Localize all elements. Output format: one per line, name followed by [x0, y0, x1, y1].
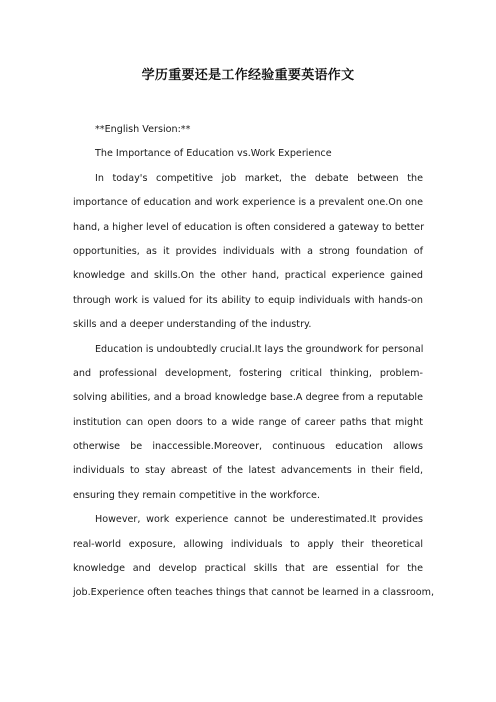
paragraph-3-line-1: However, work experience cannot be underestimated.It provides [95, 514, 423, 526]
paragraph-1-line-7: skills and a deeper understanding of the industry. [73, 319, 312, 331]
paragraph-1-line-4: opportunities, as it provides individuals with a strong foundation of [73, 245, 423, 257]
paragraph-1-line-6: through work is valued for its ability to equip individuals with hands-on [73, 294, 423, 306]
document-title: 学历重要还是工作经验重要英语作文 [141, 68, 355, 83]
paragraph-2-line-1: Education is undoubtedly crucial.It lays the groundwork for personal [95, 343, 424, 355]
essay-subtitle: The Importance of Education vs.Work Experience [95, 148, 332, 160]
paragraph-2-line-2: and professional development, fostering critical thinking, problem- [73, 367, 423, 379]
english-version-heading: **English Version:** [95, 124, 191, 135]
paragraph-2-line-7: ensuring they remain competitive in the workforce. [73, 489, 320, 501]
paragraph-3-line-3: knowledge and develop practical skills that are essential for the [73, 563, 423, 575]
paragraph-3-line-2: real-world exposure, allowing individuals to apply their theoretical [73, 538, 423, 550]
paragraph-1-line-3: hand, a higher level of education is often considered a gateway to better [73, 221, 425, 233]
paragraph-3-line-4: job.Experience often teaches things that cannot be learned in a classroom, [73, 587, 434, 599]
paragraph-2-line-4: institution can open doors to a wide range of career paths that might [73, 416, 423, 428]
paragraph-2-line-3: solving abilities, and a broad knowledge base.A degree from a reputable [73, 392, 423, 404]
paragraph-2-line-5: otherwise be inaccessible.Moreover, continuous education allows [73, 441, 423, 453]
paragraph-2-line-6: individuals to stay abreast of the latest advancements in their field, [73, 465, 423, 477]
paragraph-1-line-1: In today's competitive job market, the debate between the [95, 172, 423, 184]
paragraph-1-line-5: knowledge and skills.On the other hand, practical experience gained [73, 270, 423, 282]
paragraph-1-line-2: importance of education and work experience is a prevalent one.On one [73, 197, 423, 209]
document-body [73, 118, 434, 606]
